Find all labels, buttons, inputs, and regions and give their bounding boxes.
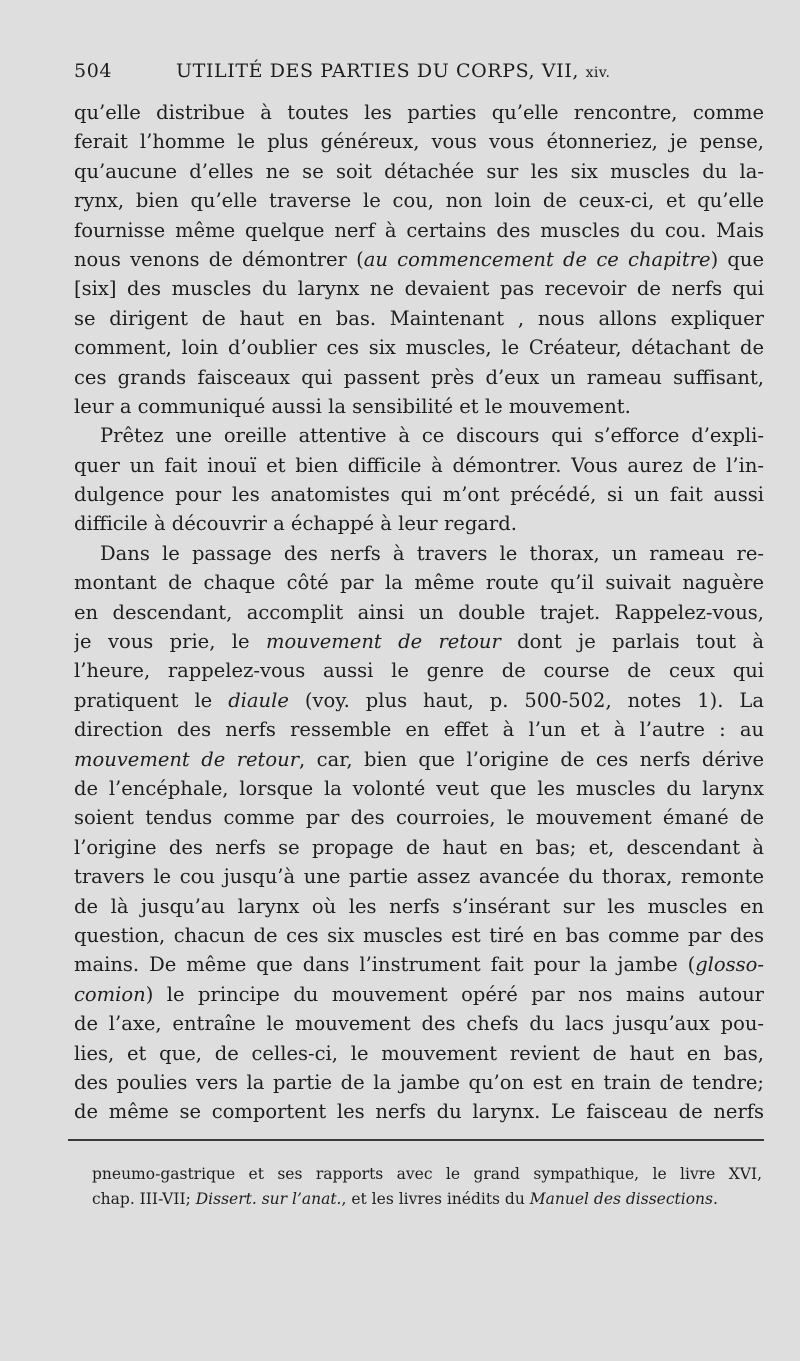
- text-segment: dulgence pour les anatomistes qui m’ont précédé, si un fait aussi: [74, 483, 764, 507]
- text-line: [74, 157, 764, 186]
- running-header: [74, 60, 764, 90]
- text-line: [74, 480, 764, 509]
- text-line: [74, 509, 764, 538]
- text-line: [74, 186, 764, 215]
- text-segment: Prêtez une oreille attentive à ce discours qui s’efforce d’expli-: [100, 424, 764, 448]
- text-line: [74, 921, 764, 950]
- text-line: [74, 304, 764, 333]
- text-segment: question, chacun de ces six muscles est tiré en bas comme par des: [74, 923, 764, 947]
- text-segment: difficile à découvrir a échappé à leur regard.: [74, 512, 517, 536]
- text-segment: , car, bien que l’origine de ces nerfs dérive: [299, 747, 764, 771]
- text-segment: comment, loin d’oublier ces six muscles, le Créateur, détachant de: [74, 336, 764, 360]
- text-segment: des poulies vers la partie de la jambe qu’on est en train de tendre;: [74, 1070, 764, 1094]
- text-line: [74, 598, 764, 627]
- text-line: [74, 862, 764, 891]
- text-segment: je vous prie, le: [74, 630, 266, 654]
- text-segment: soient tendus comme par des courroies, le mouvement émané de: [74, 806, 764, 830]
- text-line: [74, 392, 764, 421]
- section-number: xiv.: [585, 65, 611, 81]
- text-segment: l’origine des nerfs se propage de haut en bas; et, descendant à: [74, 835, 764, 859]
- text-segment: fournisse même quelque nerf à certains des muscles du cou. Mais: [74, 218, 764, 242]
- text-segment: ces grands faisceaux qui passent près d’eux un rameau suffisant,: [74, 365, 764, 389]
- text-segment: leur a communiqué aussi la sensibilité et le mouvement.: [74, 394, 631, 418]
- text-segment: de l’encéphale, lorsque la volonté veut que les muscles du larynx: [74, 776, 764, 800]
- text-segment: ) que: [710, 247, 764, 271]
- text-line: [74, 745, 764, 774]
- text-segment: quer un fait inouï et bien difficile à démontrer. Vous aurez de l’in-: [74, 453, 764, 477]
- italic-text: mouvement de retour: [265, 630, 501, 654]
- text-line: [74, 274, 764, 303]
- running-title-text: UTILITÉ DES PARTIES DU CORPS, VII,: [176, 60, 579, 82]
- text-segment: ) le principe du mouvement opéré par nos mains autour: [145, 982, 764, 1006]
- text-segment: travers le cou jusqu’à une partie assez avancée du thorax, remonte: [74, 865, 764, 889]
- text-segment: .: [712, 1190, 718, 1208]
- text-segment: en descendant, accomplit ainsi un double trajet. Rappelez-vous,: [74, 600, 764, 624]
- text-line: [74, 803, 764, 832]
- text-line: [92, 1187, 762, 1212]
- text-segment: Dans le passage des nerfs à travers le thorax, un rameau re-: [100, 541, 764, 565]
- text-line: [74, 892, 764, 921]
- text-segment: de là jusqu’au larynx où les nerfs s’insérant sur les muscles en: [74, 894, 764, 918]
- italic-text: comion: [74, 982, 146, 1006]
- text-line: [74, 1039, 764, 1068]
- text-line: [74, 568, 764, 597]
- text-line: [92, 1162, 762, 1187]
- text-line: [74, 980, 764, 1009]
- text-segment: direction des nerfs ressemble en effet à l’un et à l’autre : au: [74, 718, 764, 742]
- text-line: [74, 950, 764, 979]
- text-line: [74, 363, 764, 392]
- italic-text: mouvement de retour: [74, 747, 300, 771]
- italic-text: Dissert. sur l’anat.: [195, 1190, 342, 1208]
- text-segment: de même se comportent les nerfs du larynx. Le faisceau de nerfs: [74, 1100, 764, 1124]
- italic-text: diaule: [228, 688, 289, 712]
- italic-text: Manuel des dissections: [529, 1190, 713, 1208]
- text-segment: rynx, bien qu’elle traverse le cou, non loin de ceux-ci, et qu’elle: [74, 189, 764, 213]
- main-text: [74, 98, 764, 1127]
- text-line: [74, 127, 764, 156]
- text-segment: pratiquent le: [74, 688, 229, 712]
- footnote: [92, 1162, 762, 1212]
- text-segment: qu’aucune d’elles ne se soit détachée sur les six muscles du la-: [74, 159, 764, 183]
- text-segment: de l’axe, entraîne le mouvement des chefs du lacs jusqu’aux pou-: [74, 1012, 764, 1036]
- text-segment: montant de chaque côté par la même route qu’il suivait naguère: [74, 571, 764, 595]
- text-segment: dont je parlais tout à: [500, 630, 764, 654]
- text-line: [74, 627, 764, 656]
- text-line: [74, 539, 764, 568]
- text-line: [74, 98, 764, 127]
- text-segment: (voy. plus haut, p. 500-502, notes 1). La: [288, 688, 764, 712]
- text-line: [74, 1009, 764, 1038]
- running-title: [176, 60, 610, 82]
- text-segment: chap. III-VII;: [92, 1190, 196, 1208]
- text-line: [74, 833, 764, 862]
- text-segment: l’heure, rappelez-vous aussi le genre de course de ceux qui: [74, 659, 764, 683]
- italic-text: au commencement de ce chapitre: [363, 247, 711, 271]
- text-line: [74, 421, 764, 450]
- text-line: [74, 1068, 764, 1097]
- text-segment: [six] des muscles du larynx ne devaient pas recevoir de nerfs qui: [74, 277, 764, 301]
- text-segment: lies, et que, de celles-ci, le mouvement revient de haut en bas,: [74, 1041, 764, 1065]
- italic-text: glosso-: [695, 953, 764, 977]
- text-line: [74, 1097, 764, 1126]
- text-line: [74, 656, 764, 685]
- text-line: [74, 245, 764, 274]
- text-line: [74, 216, 764, 245]
- text-line: [74, 715, 764, 744]
- text-segment: nous venons de démontrer (: [74, 247, 364, 271]
- text-segment: qu’elle distribue à toutes les parties qu’elle rencontre, comme: [74, 101, 764, 124]
- page-number: 504: [74, 60, 113, 82]
- text-segment: ferait l’homme le plus généreux, vous vous étonneriez, je pense,: [74, 130, 764, 154]
- text-segment: se dirigent de haut en bas. Maintenant , nous allons expliquer: [74, 306, 764, 330]
- text-line: [74, 451, 764, 480]
- text-segment: , et les livres inédits du: [341, 1190, 530, 1208]
- text-segment: pneumo-gastrique et ses rapports avec le grand sympathique, le livre XVI,: [92, 1165, 762, 1183]
- footnote-rule: [68, 1139, 764, 1141]
- text-line: [74, 686, 764, 715]
- text-line: [74, 774, 764, 803]
- text-segment: mains. De même que dans l’instrument fait pour la jambe (: [74, 953, 696, 977]
- text-line: [74, 333, 764, 362]
